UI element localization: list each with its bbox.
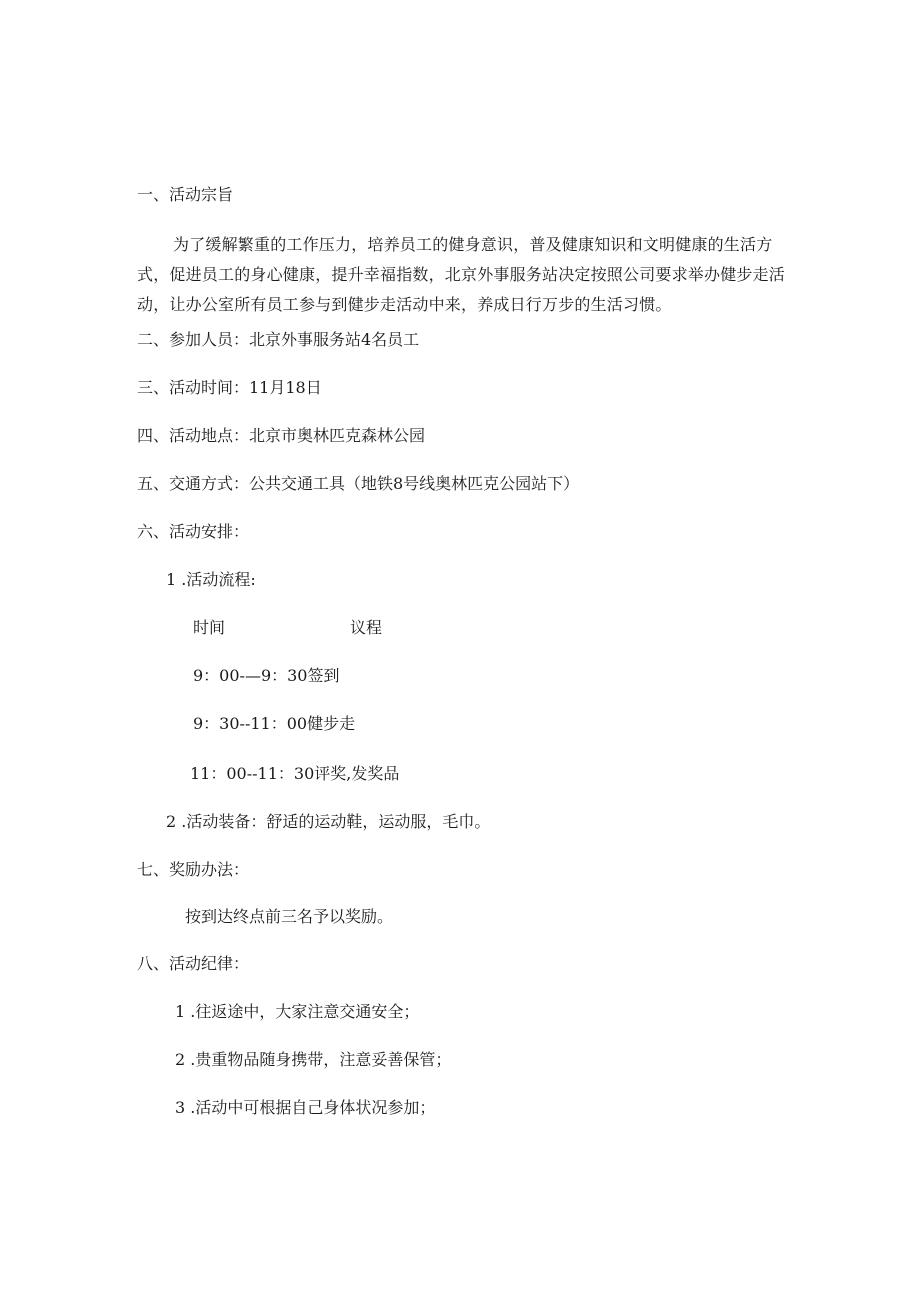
- discipline-item: 2 .贵重物品随身携带，注意妥善保管；: [175, 1050, 452, 1069]
- section-purpose-heading: 一、活动宗旨: [137, 185, 234, 204]
- section-time: 三、活动时间：11月18日: [137, 378, 322, 397]
- section-arrangement-heading: 六、活动安排：: [137, 522, 250, 541]
- section-location: 四、活动地点：北京市奥林匹克森林公园: [137, 426, 426, 445]
- equipment: 2 .活动装备：舒适的运动鞋，运动服，毛巾。: [166, 812, 491, 831]
- flow-heading: 1 .活动流程:: [166, 570, 256, 589]
- discipline-item: 3 .活动中可根据自己身体状况参加；: [175, 1098, 436, 1117]
- section-reward-heading: 七、奖励办法：: [137, 860, 250, 879]
- schedule-row: 9：30--11：00健步走: [193, 714, 356, 733]
- section-purpose-body: 为了缓解繁重的工作压力，培养员工的健身意识，普及健康知识和文明健康的生活方式，促进员工的身心健康，提升幸福指数，北京外事服务站决定按照公司要求举办健步走活动，让办公室所有员工参与到健步走活动中来，养成日行万步的生活习惯。: [137, 235, 786, 314]
- section-transport: 五、交通方式：公共交通工具（地铁8号线奥林匹克公园站下）: [137, 474, 580, 493]
- schedule-header-agenda: 议程: [350, 618, 383, 637]
- schedule-row: 9：00-—9：30签到: [193, 666, 340, 685]
- section-discipline-heading: 八、活动纪律：: [137, 954, 250, 973]
- schedule-header-time: 时间: [193, 618, 226, 637]
- section-participants: 二、参加人员：北京外事服务站4名员工: [137, 330, 420, 349]
- discipline-item: 1 .往返途中，大家注意交通安全；: [175, 1002, 420, 1021]
- section-reward-body: 按到达终点前三名予以奖励。: [185, 907, 394, 926]
- schedule-row: 11：00--11：30评奖,发奖品: [190, 764, 400, 783]
